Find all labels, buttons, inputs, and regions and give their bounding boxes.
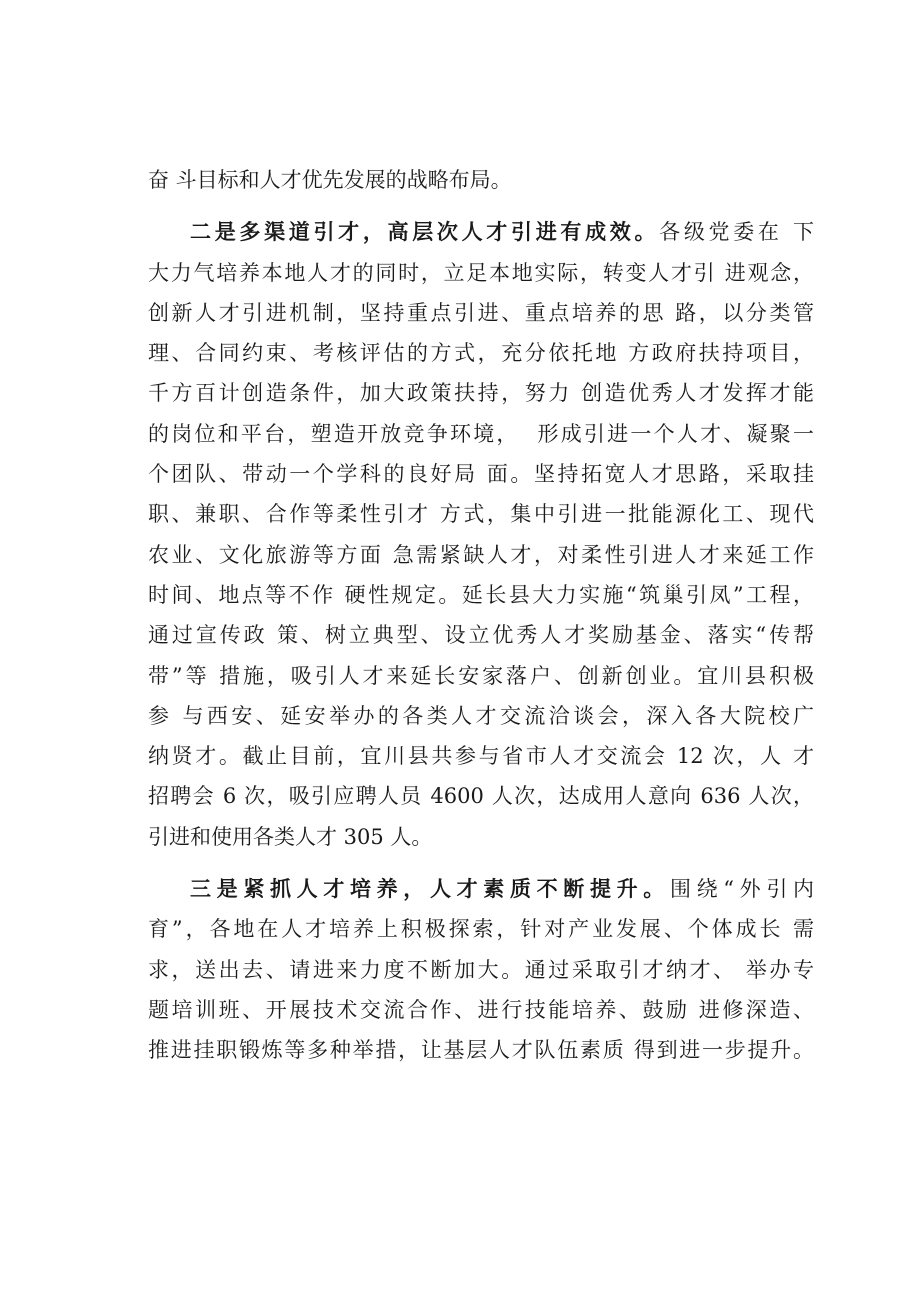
- paragraph-3-first-line-text: 围绕“外引内: [669, 877, 814, 902]
- paragraph-2-line: 创新人才引进机制，坚持重点引进、重点培养的思 路，以分类管: [148, 300, 814, 325]
- paragraph-2-line: 职、兼职、合作等柔性引才 方式，集中引进一批能源化工、现代: [148, 502, 814, 527]
- paragraph-2-line: 大力气培养本地人才的同时，立足本地实际，转变人才引 进观念，: [148, 260, 814, 285]
- paragraph-2-line: 千方百计创造条件，加大政策扶持，努力 创造优秀人才发挥才能: [148, 381, 814, 406]
- paragraph-3-heading: 三是紧抓人才培养，人才素质不断提升。: [190, 877, 670, 902]
- paragraph-3-line: 推进挂职锻炼等多种举措，让基层人才队伍素质 得到进一步提升。: [148, 1038, 814, 1063]
- paragraph-3-line: 求，送出去、请进来力度不断加大。通过采取引才纳才、 举办专: [148, 957, 814, 982]
- document-body: [148, 160, 814, 1071]
- paragraph-2-line: 通过宣传政 策、树立典型、设立优秀人才奖励基金、落实“传帮: [148, 623, 814, 648]
- paragraph-2-line: 参 与西安、延安举办的各类人才交流洽谈会，深入各大院校广: [148, 703, 814, 728]
- paragraph-1-line: 奋 斗目标和人才优先发展的战略布局。: [148, 168, 512, 192]
- paragraph-2-line: 纳贤才。截止目前，宜川县共参与省市人才交流会 12 次，人 才: [148, 744, 814, 769]
- paragraph-2-line: 引进和使用各类人才 305 人。: [148, 824, 433, 849]
- paragraph-3-line: 题培训班、开展技术交流合作、进行技能培养、鼓励 进修深造、: [148, 997, 814, 1022]
- paragraph-3-first-line: [148, 869, 814, 909]
- paragraph-2-heading: 二是多渠道引才，高层次人才引进有成效。: [190, 220, 660, 245]
- paragraph-2-line: 时间、地点等不作 硬性规定。延长县大力实施“筑巢引凤”工程，: [148, 582, 814, 607]
- paragraph-2-line: 理、合同约束、考核评估的方式，充分依托地 方政府扶持项目，: [148, 341, 814, 366]
- paragraph-2-line: 带”等 措施，吸引人才来延长安家落户、创新创业。宜川县积极: [148, 663, 814, 688]
- paragraph-2-first-line: [148, 212, 814, 252]
- paragraph-2-line: 招聘会 6 次，吸引应聘人员 4600 人次，达成用人意向 636 人次，: [148, 784, 814, 809]
- paragraph-2-line: 个团队、带动一个学科的良好局 面。坚持拓宽人才思路，采取挂: [148, 462, 814, 487]
- paragraph-2-line: 的岗位和平台，塑造开放竞争环境， 形成引进一个人才、凝聚一: [148, 421, 814, 446]
- paragraph-2-line: 农业、文化旅游等方面 急需紧缺人才，对柔性引进人才来延工作: [148, 542, 814, 567]
- paragraph-3-line: 育”，各地在人才培养上积极探索，针对产业发展、个体成长 需: [148, 917, 814, 942]
- paragraph-2-first-line-text: 各级党委在 下: [659, 220, 814, 245]
